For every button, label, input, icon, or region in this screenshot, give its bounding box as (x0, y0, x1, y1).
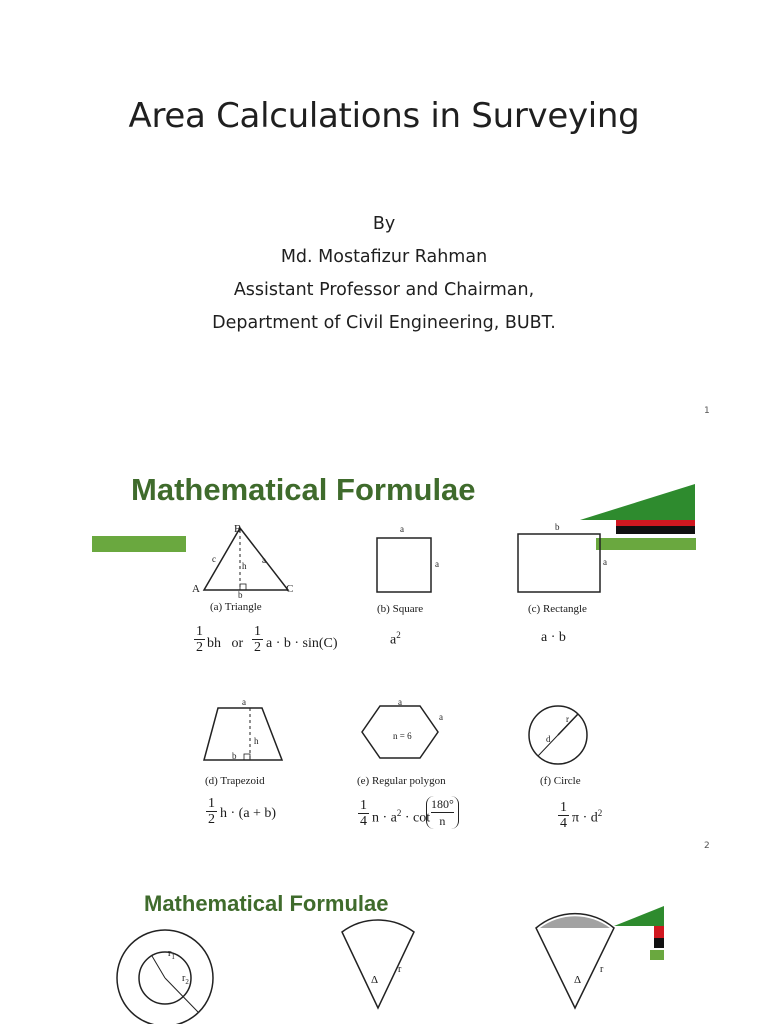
square-label-side: a (435, 559, 439, 569)
triangle-vertex-C: C (286, 583, 294, 595)
circle-caption: (f) Circle (540, 775, 581, 787)
rectangle-label-top: b (555, 522, 560, 532)
flag-black-stripe (616, 526, 695, 534)
polygon-caption: (e) Regular polygon (357, 775, 446, 787)
triangle-height-h: h (242, 561, 247, 571)
author-department: Department of Civil Engineering, BUBT. (212, 313, 556, 333)
triangle-side-a: a (262, 555, 266, 565)
slide-heading: Mathematical Formulae (131, 472, 476, 507)
by-label: By (372, 214, 396, 234)
flag-green-stripe (614, 906, 664, 926)
circle-label-d: d (546, 734, 551, 744)
presentation-title: Area Calculations in Surveying (128, 96, 640, 136)
triangle-side-c: c (212, 554, 216, 564)
radius-r1-line (152, 956, 165, 978)
rectangle-formula: a · b (541, 630, 566, 645)
author-name: Md. Mostafizur Rahman (280, 247, 488, 267)
triangle-caption: (a) Triangle (210, 601, 262, 613)
trapezoid-figure (200, 700, 290, 766)
trapezoid-label-h: h (254, 736, 259, 746)
polygon-angle-fraction: 180° n (426, 796, 459, 829)
polygon-label-n: n = 6 (393, 731, 412, 741)
label-r2: $r_2$ (182, 973, 189, 986)
sector-shape (342, 920, 414, 1008)
flag-red-stripe (654, 926, 664, 938)
page-number: 2 (704, 841, 710, 851)
triangle-formula-fraction2: 1 2 (254, 624, 261, 655)
square-figure (374, 530, 434, 596)
polygon-label-top: a (398, 697, 402, 707)
author-block (0, 208, 768, 340)
sector-r: r (398, 964, 402, 975)
rectangle-figure (516, 530, 602, 596)
triangle-vertex-B: B (234, 523, 242, 535)
rectangle-caption: (c) Rectangle (528, 603, 587, 615)
circle-label-r: r (566, 714, 569, 724)
trapezoid-label-top: a (242, 697, 246, 707)
polygon-formula-fraction: 1 4 (360, 798, 367, 829)
square-label-top: a (400, 524, 404, 534)
trapezoid-caption: (d) Trapezoid (205, 775, 265, 787)
page-number: 1 (704, 406, 710, 416)
author-position: Assistant Professor and Chairman, (233, 280, 535, 300)
circle-figure (526, 702, 594, 770)
decorative-banner-2 (0, 900, 768, 1024)
flag-black-stripe (654, 938, 664, 948)
annulus-outer-circle (117, 930, 213, 1024)
flag-red-stripe (616, 520, 695, 526)
flag-green-stripe (580, 484, 695, 520)
segment-delta: Δ (574, 974, 582, 986)
rectangle-label-side: a (603, 557, 607, 567)
trapezoid-formula-fraction: 1 2 (208, 796, 215, 827)
right-green-bar (596, 538, 696, 550)
polygon-formula-text: $n \cdot a^2 \cdot \cot$ (372, 808, 431, 826)
right-green-bar (650, 950, 664, 960)
circle-formula-text: $\pi \cdot d^2$ (572, 808, 603, 826)
trapezoid-formula-text: h · (a + b) (220, 806, 277, 821)
trapezoid-label-b: b (232, 751, 237, 761)
slide-heading: Mathematical Formulae (144, 891, 389, 916)
polygon-label-side: a (439, 712, 443, 722)
square-formula: $a^2$ (390, 630, 401, 648)
square-caption: (b) Square (377, 603, 424, 615)
sector-delta: Δ (371, 974, 379, 986)
segment-r: r (600, 964, 604, 975)
circle-formula-fraction: 1 4 (560, 800, 567, 831)
title-slide (0, 0, 768, 430)
triangle-base-b: b (238, 590, 243, 600)
triangle-formula-fraction: 1 2 (196, 624, 203, 655)
triangle-vertex-A: A (192, 583, 200, 595)
triangle-formula-text: bh or (207, 636, 244, 651)
left-green-bar (92, 536, 186, 552)
triangle-formula-sine: a · b · sin(C) (266, 636, 338, 651)
label-r1: $r_1$ (168, 948, 175, 961)
